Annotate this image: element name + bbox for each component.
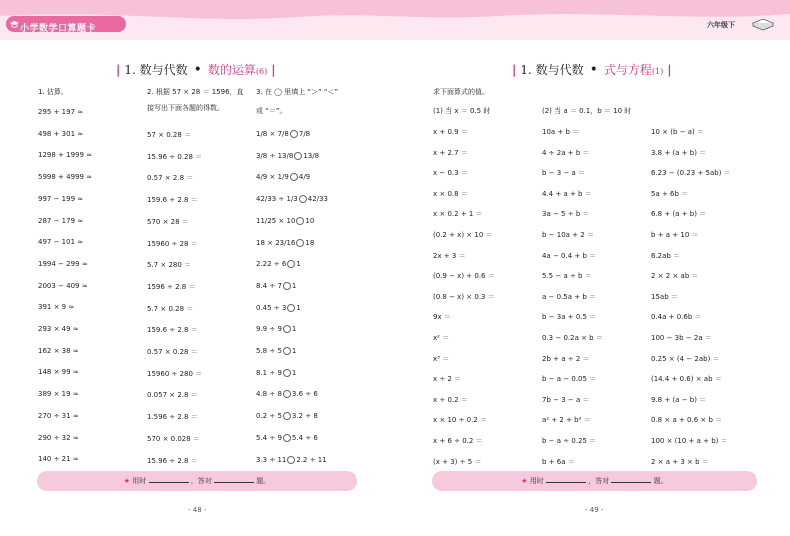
exercise-item: x + 0.9 ＝	[433, 128, 468, 136]
compare-heading-1: 3. 在 ◯ 里填上 “＞” “＜”	[256, 88, 339, 96]
exercise-item: (x + 3) ÷ 5 ＝	[433, 457, 482, 466]
compare-left: 11/25 × 10	[256, 216, 296, 225]
time-blank[interactable]	[149, 474, 189, 483]
exercise-item: 570 × 0.028 ＝	[147, 434, 200, 443]
compare-left: 0.45 ÷ 3	[256, 303, 287, 312]
compare-item	[256, 456, 327, 464]
right-page-title: | 1. 数与代数 • 式与方程(1) |	[512, 62, 672, 78]
compare-right: 1	[296, 260, 301, 269]
compare-left: 5.8 ÷ 5	[256, 347, 282, 355]
answer-circle[interactable]	[283, 369, 291, 377]
exercise-item: 15ab ＝	[651, 292, 678, 301]
compare-right: 4/9	[298, 173, 311, 182]
compare-left: 1/8 × 7/8	[256, 130, 289, 138]
footer-correct-label: ，答对	[588, 477, 610, 485]
answer-circle[interactable]	[283, 434, 291, 442]
grade-label: 六年级下	[707, 21, 735, 29]
footer-time-label: 用时	[529, 477, 544, 485]
answer-circle[interactable]	[287, 456, 295, 464]
exercise-item: 391 × 9 ≈	[38, 303, 75, 312]
compare-item	[256, 130, 310, 138]
exercise-item: b − 3 − a ＝	[542, 169, 586, 178]
exercise-item: 1994 − 299 ≈	[38, 259, 88, 268]
time-blank[interactable]	[546, 474, 586, 483]
compare-right: 3.6 ÷ 6	[291, 390, 318, 399]
answer-circle[interactable]	[283, 282, 291, 290]
exercise-item: 148 × 99 ≈	[38, 368, 79, 377]
correct-blank[interactable]	[214, 474, 254, 483]
title-number: (1)	[651, 67, 664, 76]
compare-right: 1	[296, 303, 301, 312]
exercise-item: 4a − 0.4 + b ＝	[542, 251, 597, 260]
product-heading-1: 2. 根据 57 × 28 ＝ 1596，直	[147, 88, 244, 96]
exercise-item: 0.57 × 2.8 ＝	[147, 174, 194, 183]
compare-left: 18 × 23/16	[256, 238, 296, 247]
exercise-item: x − 0.3 ＝	[433, 169, 468, 178]
compare-right: 2.2 ÷ 11	[296, 455, 327, 464]
compare-right: 7/8	[298, 130, 311, 138]
answer-circle[interactable]	[287, 304, 295, 312]
exercise-item: x × 10 ÷ 0.2 ＝	[433, 416, 488, 425]
compare-item	[256, 152, 319, 160]
exercise-item: 0.25 × (4 − 2ab) ＝	[651, 354, 720, 363]
title-section: 1. 数与代数	[124, 63, 188, 77]
exercise-item: b + 6a ＝	[542, 457, 575, 466]
compare-heading-2: 或 “＝”。	[256, 107, 287, 115]
exercise-item: 57 × 0.28 ＝	[147, 131, 192, 139]
exercise-item: 0.4a + 0.6b ＝	[651, 313, 702, 322]
exercise-item: a − 0.5a + b ＝	[542, 292, 597, 301]
exercise-item: b − 3a + 0.5 ＝	[542, 313, 597, 322]
exercise-item: x × 0.8 ＝	[433, 189, 468, 198]
answer-circle[interactable]	[299, 195, 307, 203]
compare-right: 42/33	[307, 195, 328, 204]
exercise-item: (0.9 − x) + 0.6 ＝	[433, 272, 495, 281]
exercise-item: 295 + 197 ≈	[38, 108, 84, 116]
exercise-item: 6.23 − (0.23 + 5ab) ＝	[651, 169, 731, 178]
exercise-item: 389 × 19 ≈	[38, 390, 79, 399]
exercise-item: 997 − 199 ≈	[38, 194, 84, 203]
answer-circle[interactable]	[296, 217, 304, 225]
answer-circle[interactable]	[290, 173, 298, 181]
footer-unit-label: 题。	[256, 477, 271, 485]
exercise-item: 497 − 101 ≈	[38, 238, 84, 247]
compare-left: 3/8 ÷ 13/8	[256, 151, 294, 160]
estimate-heading: 1. 估算。	[38, 88, 68, 96]
left-page-title: | 1. 数与代数 • 数的运算(6) |	[116, 62, 276, 78]
compare-item	[256, 239, 314, 247]
compare-item	[256, 412, 318, 420]
exercise-item: 5.7 × 280 ＝	[147, 261, 192, 270]
compare-item	[256, 390, 318, 398]
exercise-item: 0.57 × 0.28 ＝	[147, 348, 198, 356]
answer-circle[interactable]	[296, 239, 304, 247]
exercise-item: 7b − 3 − a ＝	[542, 395, 590, 404]
compare-left: 2.22 ÷ 6	[256, 260, 287, 269]
exercise-item: 2 × a + 3 × b ＝	[651, 457, 709, 466]
answer-circle[interactable]	[283, 390, 291, 398]
answer-circle[interactable]	[287, 260, 295, 268]
compare-item	[256, 325, 296, 333]
compare-item	[256, 434, 318, 442]
exercise-item: 2b + a ÷ 2 ＝	[542, 354, 590, 363]
answer-circle[interactable]	[283, 347, 291, 355]
exercise-item: 159.6 ÷ 2.8 ＝	[147, 196, 198, 205]
compare-left: 5.4 ÷ 9	[256, 433, 282, 442]
title-number: (6)	[255, 67, 268, 76]
compare-left: 8.4 ÷ 7	[256, 281, 282, 290]
exercise-item: b − a ÷ 0.25 ＝	[542, 437, 597, 445]
exercise-item: b − a − 0.05 ＝	[542, 375, 597, 384]
compare-item	[256, 195, 328, 203]
exercise-item: 100 × (10 + a + b) ＝	[651, 437, 728, 445]
exercise-item: 2 × 2 × ab ＝	[651, 272, 699, 281]
exercise-item: 15.96 ÷ 0.28 ＝	[147, 152, 203, 161]
compare-right: 1	[291, 347, 297, 355]
title-section: 1. 数与代数	[520, 63, 584, 77]
exercise-item: 15.96 ÷ 2.8 ＝	[147, 456, 198, 465]
exercise-item: 15960 ÷ 28 ＝	[147, 239, 198, 248]
exercise-item: 10 × (b − a) ＝	[651, 128, 704, 136]
exercise-item: 159.6 ÷ 2.8 ＝	[147, 326, 198, 335]
compare-item	[256, 282, 296, 290]
exercise-item: 290 ÷ 32 ≈	[38, 433, 79, 442]
compare-item	[256, 260, 301, 268]
exercise-item: 0.8 × a + 0.6 × b ＝	[651, 416, 723, 425]
exercise-item: 5.5 − a ÷ b ＝	[542, 272, 592, 281]
exercise-item: x ÷ 0.2 ＝	[433, 395, 468, 404]
right-footer-bar	[432, 471, 757, 491]
exercise-item: 6.2ab ＝	[651, 251, 681, 260]
exercise-item: 6.8 + (a + b) ＝	[651, 210, 707, 219]
exercise-item: x × 0.2 + 1 ＝	[433, 210, 483, 219]
exercise-item: 9.8 + (a − b) ＝	[651, 395, 707, 404]
exercise-item: (0.2 + x) × 10 ＝	[433, 231, 493, 239]
exercise-item: 5998 + 4999 ≈	[38, 173, 93, 182]
answer-circle[interactable]	[283, 412, 291, 420]
exercise-item: 2003 − 409 ≈	[38, 281, 88, 290]
compare-item	[256, 217, 314, 225]
compare-item	[256, 173, 310, 181]
footer-time-label: 用时	[132, 477, 147, 485]
condition-2: (2) 当 a ＝ 0.1，b ＝ 10 时	[542, 107, 632, 115]
title-topic: 数的运算	[207, 63, 256, 77]
footer-correct-label: ，答对	[190, 477, 212, 485]
exercise-item: x ÷ 2 ＝	[433, 375, 462, 384]
compare-item	[256, 369, 296, 377]
series-title: 小学数学口算题卡	[20, 24, 97, 34]
exercise-item: 162 × 38 ≈	[38, 346, 79, 355]
exercise-item: x² ＝	[433, 334, 450, 342]
exercise-item: 5.7 × 0.28 ＝	[147, 304, 194, 313]
compare-left: 8.1 ÷ 9	[256, 368, 282, 377]
exercise-item: 570 × 28 ＝	[147, 217, 189, 226]
compare-right: 13/8	[303, 151, 320, 160]
exercise-item: 287 − 179 ≈	[38, 216, 84, 225]
exercise-item: 0.3 − 0.2a × b ＝	[542, 334, 603, 342]
header-band	[0, 0, 790, 40]
correct-blank[interactable]	[611, 474, 651, 483]
compare-left: 0.2 ÷ 5	[256, 412, 282, 421]
condition-1: (1) 当 x ＝ 0.5 时	[433, 107, 491, 115]
compare-left: 42/33 ÷ 1/3	[256, 195, 298, 204]
compare-left: 4.8 ÷ 8	[256, 390, 282, 399]
product-heading-2: 接写出下面各题的得数。	[147, 104, 224, 112]
exercise-item: 5a + 6b ＝	[651, 189, 689, 198]
exercise-item: (14.4 + 0.6) × ab ＝	[651, 375, 722, 384]
answer-circle[interactable]	[283, 325, 291, 333]
left-footer-bar	[37, 471, 357, 491]
exercise-item: 140 ÷ 21 ≈	[38, 455, 79, 464]
compare-item	[256, 347, 296, 355]
compare-left: 4/9 × 1/9	[256, 173, 289, 182]
exercise-item: 1596 ÷ 2.8 ＝	[147, 282, 196, 291]
exercise-item: 498 + 301 ≈	[38, 129, 84, 138]
header-wave	[0, 0, 790, 40]
exercise-item: 293 × 49 ≈	[38, 325, 79, 333]
compare-left: 9.9 ÷ 9	[256, 325, 282, 334]
exercise-item: 4.4 + a + b ＝	[542, 189, 592, 198]
equation-heading: 求下面算式的值。	[433, 88, 489, 96]
exercise-item: 10a + b ＝	[542, 128, 580, 136]
compare-right: 5.4 ÷ 6	[291, 433, 318, 442]
exercise-item: 15960 ÷ 280 ＝	[147, 369, 203, 378]
compare-right: 1	[291, 368, 297, 377]
star-icon: ★	[521, 477, 528, 485]
right-page-number: - 49 -	[585, 506, 604, 514]
exercise-item: x + 2.7 ＝	[433, 148, 468, 157]
footer-unit-label: 题。	[653, 477, 668, 485]
exercise-item: 2x + 3 ＝	[433, 251, 466, 260]
exercise-item: a² + 2 + b² ＝	[542, 416, 591, 425]
exercise-item: (0.8 − x) × 0.3 ＝	[433, 292, 495, 301]
exercise-item: 1298 + 1999 ≈	[38, 151, 93, 160]
title-topic: 式与方程	[603, 63, 652, 77]
compare-right: 1	[291, 281, 297, 290]
left-page-number: - 48 -	[188, 506, 207, 514]
exercise-item: 0.057 × 2.8 ＝	[147, 391, 198, 400]
exercise-item: x³ ＝	[433, 354, 450, 363]
exercise-item: 9x ＝	[433, 313, 451, 322]
compare-right: 10	[305, 216, 315, 225]
exercise-item: 3.8 + (a + b) ＝	[651, 148, 707, 157]
star-icon: ★	[123, 477, 131, 485]
exercise-item: 3a − 5 ÷ b ＝	[542, 210, 590, 219]
compare-right: 1	[291, 325, 297, 334]
exercise-item: x + 6 ÷ 0.2 ＝	[433, 437, 483, 445]
exercise-item: 4 ÷ 2a + b ＝	[542, 148, 590, 157]
exercise-item: 100 − 3b − 2a ＝	[651, 334, 712, 342]
compare-right: 18	[305, 238, 315, 247]
exercise-item: b + a + 10 ＝	[651, 231, 699, 239]
exercise-item: 270 ÷ 31 ≈	[38, 411, 79, 420]
compare-left: 3.3 ÷ 11	[256, 455, 287, 464]
exercise-item: b − 10a + 2 ＝	[542, 231, 594, 239]
compare-right: 3.2 ÷ 8	[291, 412, 318, 421]
exercise-item: 1.596 ÷ 2.8 ＝	[147, 413, 198, 422]
answer-circle[interactable]	[290, 130, 298, 138]
compare-item	[256, 304, 301, 312]
answer-circle[interactable]	[294, 152, 302, 160]
